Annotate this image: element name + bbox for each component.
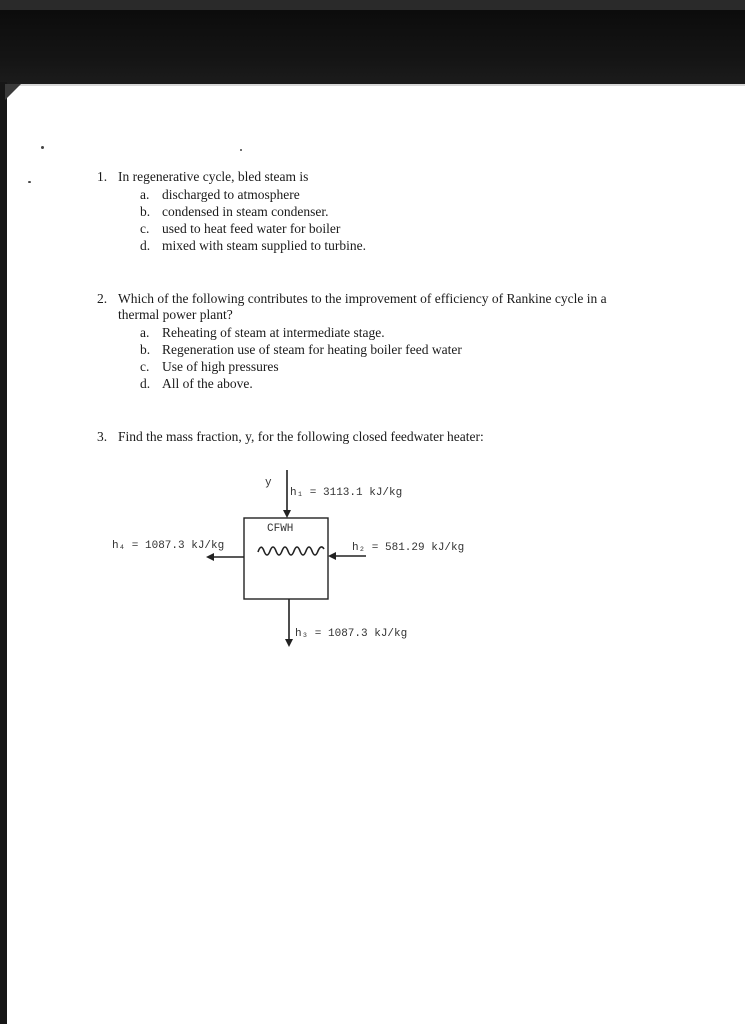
h2-label: h₂ = 581.29 kJ/kg — [352, 542, 465, 554]
question-3-number: 3. — [97, 429, 108, 444]
cfwh-label: CFWH — [267, 523, 294, 535]
scan-top-band — [0, 0, 745, 10]
question-1-option-d — [140, 237, 366, 254]
option-text: All of the above. — [162, 376, 253, 391]
scan-left-border — [0, 82, 7, 1024]
cfwh-coil — [258, 547, 324, 555]
option-letter: b. — [140, 342, 151, 357]
y-label: y — [265, 477, 272, 489]
question-2-text-line2: thermal power plant? — [118, 307, 233, 322]
question-1-option-c — [140, 220, 340, 237]
cfwh-box — [244, 518, 328, 599]
option-text: mixed with steam supplied to turbine. — [162, 238, 366, 253]
option-text: Use of high pressures — [162, 359, 279, 374]
question-1-text: In regenerative cycle, bled steam is — [118, 169, 309, 184]
question-1-option-b — [140, 203, 328, 220]
question-2-option-c — [140, 358, 279, 375]
option-letter: b. — [140, 204, 151, 219]
question-2-option-a — [140, 324, 385, 341]
option-text: Regeneration use of steam for heating boiler feed water — [162, 342, 462, 357]
corner-fold — [5, 84, 21, 100]
h1-label: h₁ = 3113.1 kJ/kg — [290, 487, 403, 499]
option-text: used to heat feed water for boiler — [162, 221, 341, 236]
option-text: condensed in steam condenser. — [162, 204, 329, 219]
scan-dark-border — [0, 0, 745, 86]
speck — [28, 181, 31, 183]
speck — [240, 149, 242, 151]
option-text: Reheating of steam at intermediate stage. — [162, 325, 385, 340]
h4-label: h₄ = 1087.3 kJ/kg — [112, 540, 225, 552]
option-letter: c. — [140, 359, 150, 374]
h3-label: h₃ = 1087.3 kJ/kg — [295, 628, 408, 640]
option-text: discharged to atmosphere — [162, 187, 300, 202]
option-letter: d. — [140, 376, 151, 391]
question-3-text: Find the mass fraction, y, for the following closed feedwater heater: — [118, 429, 484, 444]
option-letter: a. — [140, 325, 150, 340]
option-letter: c. — [140, 221, 150, 236]
question-2-option-d — [140, 375, 253, 392]
question-1-option-a — [140, 186, 300, 203]
question-1-number: 1. — [97, 169, 108, 184]
option-letter: d. — [140, 238, 151, 253]
question-2-option-b — [140, 341, 462, 358]
page-edge — [6, 84, 745, 86]
question-2-number: 2. — [97, 291, 108, 306]
option-letter: a. — [140, 187, 150, 202]
question-2-text-line1: Which of the following contributes to the improvement of efficiency of Rankine cycle in a — [118, 291, 607, 306]
speck — [41, 146, 44, 149]
